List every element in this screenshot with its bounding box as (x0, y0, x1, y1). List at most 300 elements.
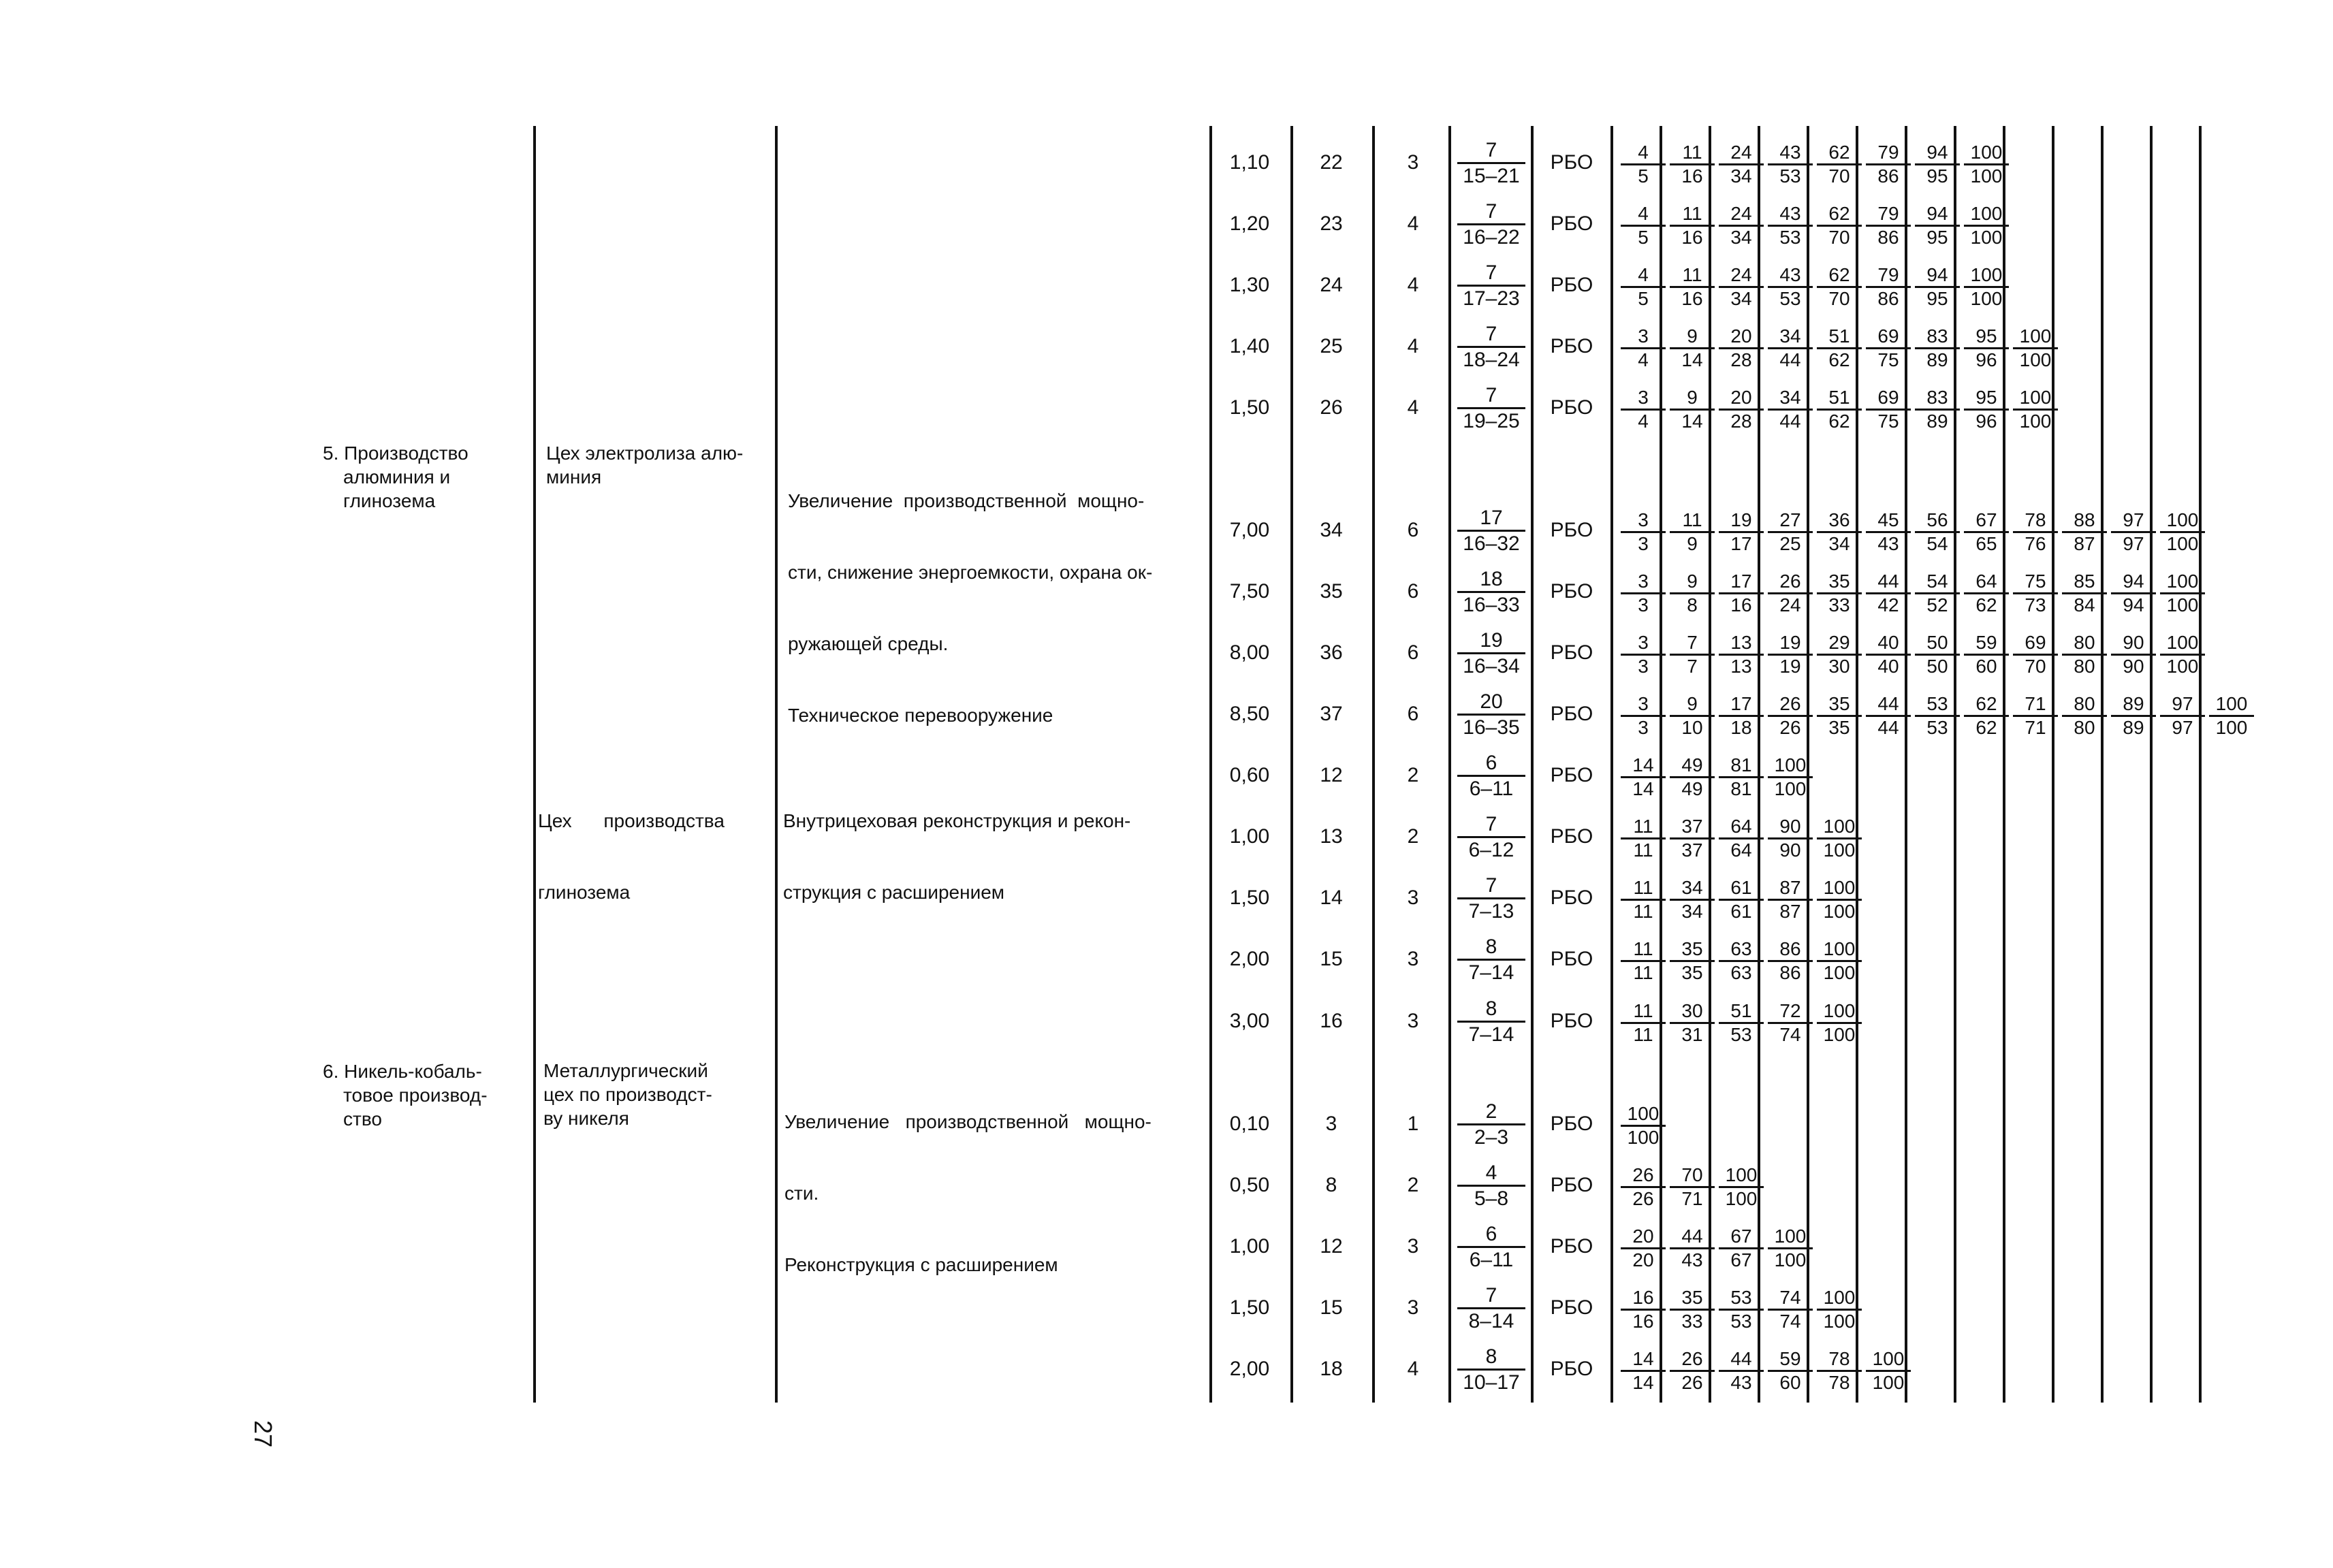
percent-actual: 90 (2123, 656, 2144, 677)
column-rule (2052, 126, 2054, 1403)
percent-actual: 26 (1779, 717, 1801, 738)
quantity-value: 3 (1407, 1010, 1419, 1032)
percent-actual: 89 (2123, 717, 2144, 738)
fraction-numerator: 8 (1485, 935, 1497, 958)
progress-percent-fraction (2062, 693, 2107, 739)
percent-planned: 80 (2074, 693, 2095, 714)
column-rule (1856, 126, 1858, 1403)
percent-actual: 7 (1687, 656, 1698, 677)
percent-actual: 44 (1877, 717, 1899, 738)
percent-planned: 50 (1926, 632, 1948, 653)
percent-planned: 100 (1823, 1287, 1856, 1308)
progress-percent-fraction (2111, 571, 2156, 616)
fraction-bar (1457, 775, 1525, 777)
progress-percent-fraction (1768, 693, 1813, 739)
percent-planned: 26 (1779, 571, 1801, 592)
percent-actual: 100 (1872, 1372, 1905, 1393)
percent-planned: 29 (1828, 632, 1850, 653)
organization-code: РБО (1550, 519, 1593, 541)
fraction-numerator: 8 (1485, 997, 1497, 1020)
percent-actual: 86 (1779, 962, 1801, 983)
percent-actual: 35 (1828, 717, 1850, 738)
organization-code: РБО (1550, 948, 1593, 970)
percent-planned: 100 (1627, 1103, 1660, 1124)
duration-fraction (1457, 1284, 1525, 1332)
progress-percent-fraction (1768, 571, 1813, 616)
progress-percent-fraction (1621, 632, 1666, 677)
progress-percent-fraction (1670, 632, 1715, 677)
progress-percent-fraction (1719, 509, 1764, 555)
description-line: ружающей среды. (788, 633, 949, 654)
percent-planned: 51 (1730, 1000, 1752, 1021)
duration-fraction (1457, 813, 1525, 861)
progress-percent-fraction (1768, 632, 1813, 677)
fraction-bar (1457, 652, 1525, 654)
percent-planned: 94 (1926, 264, 1948, 285)
duration-fraction (1457, 323, 1525, 371)
percent-planned: 79 (1877, 203, 1899, 224)
percent-actual: 89 (1926, 349, 1948, 370)
fraction-denominator: 16–33 (1463, 594, 1520, 616)
percent-planned: 9 (1687, 325, 1698, 347)
percent-planned: 95 (1975, 387, 1997, 408)
progress-percent-fraction (2160, 632, 2205, 677)
percent-planned: 3 (1638, 509, 1649, 530)
total-value: 22 (1320, 151, 1343, 174)
percent-actual: 100 (2019, 349, 2052, 370)
percent-actual: 100 (2215, 717, 2248, 738)
organization-code: РБО (1550, 1010, 1593, 1032)
percent-planned: 43 (1779, 203, 1801, 224)
progress-percent-fraction (1768, 264, 1813, 310)
fraction-denominator: 6–11 (1469, 1249, 1514, 1271)
progress-percent-fraction (2160, 571, 2205, 616)
workshop-line: Цех электролиза алю- (546, 443, 744, 464)
capacity-value: 1,30 (1229, 274, 1270, 296)
fraction-bar (1457, 591, 1525, 593)
percent-planned: 3 (1638, 325, 1649, 347)
measure-description (788, 441, 1207, 775)
percent-actual: 100 (1774, 778, 1807, 799)
percent-planned: 56 (1926, 509, 1948, 530)
percent-planned: 90 (2123, 632, 2144, 653)
percent-actual: 5 (1638, 165, 1649, 187)
percent-planned: 24 (1730, 264, 1752, 285)
progress-percent-fraction (1719, 571, 1764, 616)
percent-actual: 26 (1681, 1372, 1703, 1393)
progress-percent-fraction (1670, 203, 1715, 249)
percent-actual: 11 (1633, 962, 1653, 983)
progress-percent-fraction (1621, 142, 1666, 187)
percent-planned: 11 (1633, 1000, 1653, 1021)
quantity-value: 6 (1407, 641, 1419, 664)
percent-planned: 100 (1823, 816, 1856, 837)
progress-percent-fraction (1719, 1000, 1764, 1046)
progress-percent-fraction (1621, 264, 1666, 310)
percent-actual: 19 (1779, 656, 1801, 677)
progress-percent-fraction (1768, 1348, 1813, 1394)
percent-actual: 3 (1638, 717, 1649, 738)
progress-percent-fraction (1866, 632, 1911, 677)
progress-percent-fraction (2013, 387, 2058, 432)
percent-planned: 100 (1774, 1226, 1807, 1247)
fraction-numerator: 7 (1485, 874, 1497, 897)
percent-planned: 64 (1730, 816, 1752, 837)
percent-actual: 62 (1828, 411, 1850, 432)
percent-planned: 59 (1779, 1348, 1801, 1369)
percent-planned: 86 (1779, 938, 1801, 959)
progress-percent-fraction (1719, 1287, 1764, 1332)
capacity-value: 0,50 (1229, 1174, 1270, 1196)
percent-actual: 43 (1730, 1372, 1752, 1393)
percent-actual: 4 (1638, 411, 1649, 432)
progress-percent-fraction (1719, 203, 1764, 249)
fraction-denominator: 15–21 (1463, 165, 1520, 187)
percent-actual: 4 (1638, 349, 1649, 370)
percent-actual: 34 (1730, 227, 1752, 248)
quantity-value: 6 (1407, 580, 1419, 603)
fraction-denominator: 7–14 (1468, 961, 1514, 984)
column-rule (1290, 126, 1293, 1403)
percent-actual: 100 (1823, 962, 1856, 983)
progress-percent-fraction (1915, 632, 1960, 677)
capacity-value: 7,00 (1229, 519, 1270, 541)
duration-fraction (1457, 1223, 1525, 1271)
column-rule (1209, 126, 1212, 1403)
fraction-denominator: 8–14 (1468, 1310, 1514, 1332)
percent-actual: 70 (1828, 288, 1850, 309)
total-value: 12 (1320, 1235, 1343, 1258)
progress-percent-fraction (1621, 1103, 1666, 1149)
progress-percent-fraction (1670, 264, 1715, 310)
quantity-value: 4 (1407, 274, 1419, 296)
percent-actual: 100 (2019, 411, 2052, 432)
percent-planned: 62 (1828, 203, 1850, 224)
progress-percent-fraction (1866, 571, 1911, 616)
progress-percent-fraction (1719, 693, 1764, 739)
capacity-value: 8,00 (1229, 641, 1270, 664)
percent-planned: 71 (2025, 693, 2046, 714)
percent-actual: 76 (2025, 533, 2046, 554)
percent-planned: 34 (1779, 325, 1801, 347)
progress-percent-fraction (1621, 203, 1666, 249)
description-line: Техническое перевооружение (788, 705, 1053, 726)
percent-actual: 54 (1926, 533, 1948, 554)
progress-percent-fraction (2160, 693, 2205, 739)
progress-percent-fraction (1670, 571, 1715, 616)
progress-percent-fraction (1621, 1348, 1666, 1394)
fraction-numerator: 2 (1485, 1100, 1497, 1123)
capacity-value: 0,60 (1229, 764, 1270, 786)
progress-percent-fraction (1817, 509, 1862, 555)
percent-actual: 87 (1779, 901, 1801, 922)
percent-actual: 96 (1975, 411, 1997, 432)
percent-planned: 44 (1681, 1226, 1703, 1247)
fraction-denominator: 6–12 (1468, 839, 1514, 861)
progress-percent-fraction (1670, 693, 1715, 739)
percent-planned: 11 (1633, 938, 1653, 959)
progress-percent-fraction (1719, 325, 1764, 371)
percent-actual: 3 (1638, 656, 1649, 677)
progress-percent-fraction (1719, 142, 1764, 187)
progress-percent-fraction (1817, 1287, 1862, 1332)
percent-planned: 34 (1681, 877, 1703, 898)
organization-code: РБО (1550, 212, 1593, 235)
progress-percent-fraction (1621, 571, 1666, 616)
progress-percent-fraction (2062, 632, 2107, 677)
percent-planned: 17 (1730, 693, 1752, 714)
quantity-value: 6 (1407, 519, 1419, 541)
percent-actual: 78 (1828, 1372, 1850, 1393)
progress-percent-fraction (1915, 325, 1960, 371)
percent-actual: 35 (1681, 962, 1703, 983)
duration-fraction (1457, 997, 1525, 1046)
percent-actual: 70 (1828, 227, 1850, 248)
percent-actual: 81 (1730, 778, 1752, 799)
percent-actual: 14 (1681, 349, 1703, 370)
percent-planned: 80 (2074, 632, 2095, 653)
progress-percent-fraction (1915, 387, 1960, 432)
progress-percent-fraction (1964, 571, 2009, 616)
fraction-numerator: 7 (1485, 813, 1497, 835)
percent-actual: 50 (1926, 656, 1948, 677)
workshop-name (546, 441, 771, 489)
workshop-line: ву никеля (543, 1108, 629, 1129)
fraction-denominator: 10–17 (1463, 1371, 1520, 1394)
total-value: 35 (1320, 580, 1343, 603)
total-value: 34 (1320, 519, 1343, 541)
total-value: 13 (1320, 825, 1343, 848)
duration-fraction (1457, 261, 1525, 310)
organization-code: РБО (1550, 1296, 1593, 1319)
total-value: 37 (1320, 703, 1343, 725)
capacity-value: 1,20 (1229, 212, 1270, 235)
progress-percent-fraction (1621, 387, 1666, 432)
fraction-denominator: 7–13 (1468, 900, 1514, 923)
progress-percent-fraction (1915, 264, 1960, 310)
percent-planned: 100 (2215, 693, 2248, 714)
progress-percent-fraction (1817, 264, 1862, 310)
total-value: 16 (1320, 1010, 1343, 1032)
capacity-value: 0,10 (1229, 1113, 1270, 1135)
progress-percent-fraction (1964, 632, 2009, 677)
progress-percent-fraction (1915, 509, 1960, 555)
percent-planned: 83 (1926, 387, 1948, 408)
capacity-value: 1,10 (1229, 151, 1270, 174)
fraction-bar (1457, 530, 1525, 532)
total-value: 24 (1320, 274, 1343, 296)
duration-fraction (1457, 384, 1525, 432)
percent-actual: 53 (1926, 717, 1948, 738)
percent-planned: 62 (1828, 142, 1850, 163)
percent-planned: 100 (1823, 1000, 1856, 1021)
percent-planned: 100 (1872, 1348, 1905, 1369)
percent-planned: 7 (1687, 632, 1698, 653)
percent-actual: 100 (2166, 533, 2199, 554)
percent-actual: 42 (1877, 594, 1899, 615)
quantity-value: 3 (1407, 1235, 1419, 1258)
percent-actual: 87 (2074, 533, 2095, 554)
percent-actual: 86 (1877, 288, 1899, 309)
percent-planned: 53 (1926, 693, 1948, 714)
percent-planned: 70 (1681, 1164, 1703, 1185)
progress-percent-fraction (1964, 264, 2009, 310)
progress-percent-fraction (2111, 693, 2156, 739)
description-line: Реконструкция с расширением (784, 1254, 1058, 1275)
fraction-bar (1457, 346, 1525, 348)
capacity-value: 1,50 (1229, 1296, 1270, 1319)
progress-percent-fraction (1866, 509, 1911, 555)
progress-percent-fraction (1670, 816, 1715, 861)
progress-percent-fraction (2013, 571, 2058, 616)
percent-planned: 79 (1877, 264, 1899, 285)
percent-actual: 5 (1638, 288, 1649, 309)
percent-planned: 100 (1774, 754, 1807, 775)
percent-actual: 30 (1828, 656, 1850, 677)
progress-percent-fraction (1817, 877, 1862, 923)
capacity-value: 7,50 (1229, 580, 1270, 603)
percent-actual: 96 (1975, 349, 1997, 370)
workshop-line: миния (546, 466, 602, 487)
percent-actual: 34 (1681, 901, 1703, 922)
percent-actual: 14 (1632, 778, 1654, 799)
progress-percent-fraction (1719, 1348, 1764, 1394)
column-rule (2101, 126, 2104, 1403)
progress-percent-fraction (1621, 1226, 1666, 1271)
percent-planned: 61 (1730, 877, 1752, 898)
percent-actual: 100 (1970, 227, 2003, 248)
percent-actual: 11 (1633, 839, 1653, 861)
fraction-numerator: 7 (1485, 139, 1497, 161)
progress-percent-fraction (1670, 509, 1715, 555)
section-name-line: алюминия и (343, 466, 451, 487)
total-value: 15 (1320, 948, 1343, 970)
section-name (323, 1059, 527, 1131)
fraction-denominator: 19–25 (1463, 410, 1520, 432)
percent-actual: 95 (1926, 288, 1948, 309)
percent-actual: 67 (1730, 1249, 1752, 1270)
fraction-denominator: 16–22 (1463, 226, 1520, 249)
workshop-line: цех по производст- (543, 1084, 712, 1105)
percent-planned: 11 (1633, 877, 1653, 898)
duration-fraction (1457, 935, 1525, 984)
percent-actual: 16 (1632, 1311, 1654, 1332)
progress-percent-fraction (1866, 325, 1911, 371)
percent-planned: 97 (2123, 509, 2144, 530)
page-number: 27 (249, 1420, 278, 1448)
percent-actual: 16 (1681, 288, 1703, 309)
percent-planned: 36 (1828, 509, 1850, 530)
percent-planned: 100 (1725, 1164, 1758, 1185)
percent-actual: 53 (1779, 227, 1801, 248)
section-name-line: ство (343, 1108, 382, 1130)
progress-percent-fraction (1621, 938, 1666, 984)
fraction-denominator: 7–14 (1468, 1023, 1514, 1046)
percent-planned: 20 (1632, 1226, 1654, 1247)
percent-actual: 97 (2123, 533, 2144, 554)
capacity-value: 1,00 (1229, 1235, 1270, 1258)
progress-percent-fraction (1768, 142, 1813, 187)
percent-actual: 8 (1687, 594, 1698, 615)
percent-actual: 26 (1632, 1188, 1654, 1209)
percent-planned: 40 (1877, 632, 1899, 653)
section-name-line: глинозема (343, 490, 436, 511)
progress-percent-fraction (1817, 387, 1862, 432)
percent-actual: 43 (1681, 1249, 1703, 1270)
organization-code: РБО (1550, 1174, 1593, 1196)
percent-planned: 49 (1681, 754, 1703, 775)
fraction-bar (1457, 223, 1525, 225)
column-rule (775, 126, 778, 1403)
total-value: 3 (1325, 1113, 1337, 1135)
percent-actual: 53 (1779, 288, 1801, 309)
quantity-value: 3 (1407, 1296, 1419, 1319)
progress-percent-fraction (1817, 938, 1862, 984)
percent-planned: 67 (1730, 1226, 1752, 1247)
percent-planned: 19 (1779, 632, 1801, 653)
percent-actual: 16 (1730, 594, 1752, 615)
percent-actual: 3 (1638, 594, 1649, 615)
percent-actual: 100 (1725, 1188, 1758, 1209)
duration-fraction (1457, 1162, 1525, 1210)
percent-planned: 62 (1975, 693, 1997, 714)
fraction-bar (1457, 285, 1525, 287)
workshop-line: Металлургический (543, 1060, 708, 1081)
duration-fraction (1457, 752, 1525, 800)
percent-actual: 70 (1828, 165, 1850, 187)
progress-percent-fraction (1768, 938, 1813, 984)
percent-planned: 67 (1975, 509, 1997, 530)
progress-percent-fraction (1719, 754, 1764, 800)
quantity-value: 2 (1407, 1174, 1419, 1196)
fraction-numerator: 6 (1485, 1223, 1497, 1245)
fraction-bar (1457, 1246, 1525, 1248)
capacity-value: 3,00 (1229, 1010, 1270, 1032)
percent-planned: 59 (1975, 632, 1997, 653)
percent-actual: 100 (1823, 901, 1856, 922)
percent-planned: 69 (1877, 325, 1899, 347)
percent-actual: 80 (2074, 717, 2095, 738)
total-value: 36 (1320, 641, 1343, 664)
fraction-denominator: 2–3 (1474, 1126, 1509, 1149)
progress-percent-fraction (1866, 264, 1911, 310)
percent-actual: 80 (2074, 656, 2095, 677)
organization-code: РБО (1550, 580, 1593, 603)
progress-percent-fraction (1670, 938, 1715, 984)
percent-planned: 74 (1779, 1287, 1801, 1308)
total-value: 23 (1320, 212, 1343, 235)
progress-percent-fraction (1621, 877, 1666, 923)
percent-actual: 100 (2166, 656, 2199, 677)
percent-planned: 89 (2123, 693, 2144, 714)
progress-percent-fraction (1670, 1000, 1715, 1046)
percent-actual: 5 (1638, 227, 1649, 248)
percent-actual: 3 (1638, 533, 1649, 554)
organization-code: РБО (1550, 335, 1593, 357)
percent-planned: 14 (1632, 754, 1654, 775)
percent-actual: 61 (1730, 901, 1752, 922)
fraction-bar (1457, 162, 1525, 164)
percent-actual: 84 (2074, 594, 2095, 615)
progress-percent-fraction (1866, 1348, 1911, 1394)
percent-actual: 9 (1687, 533, 1698, 554)
quantity-value: 4 (1407, 396, 1419, 419)
percent-actual: 100 (1823, 1311, 1856, 1332)
percent-planned: 3 (1638, 632, 1649, 653)
fraction-numerator: 20 (1480, 690, 1503, 713)
organization-code: РБО (1550, 396, 1593, 419)
percent-actual: 100 (2166, 594, 2199, 615)
